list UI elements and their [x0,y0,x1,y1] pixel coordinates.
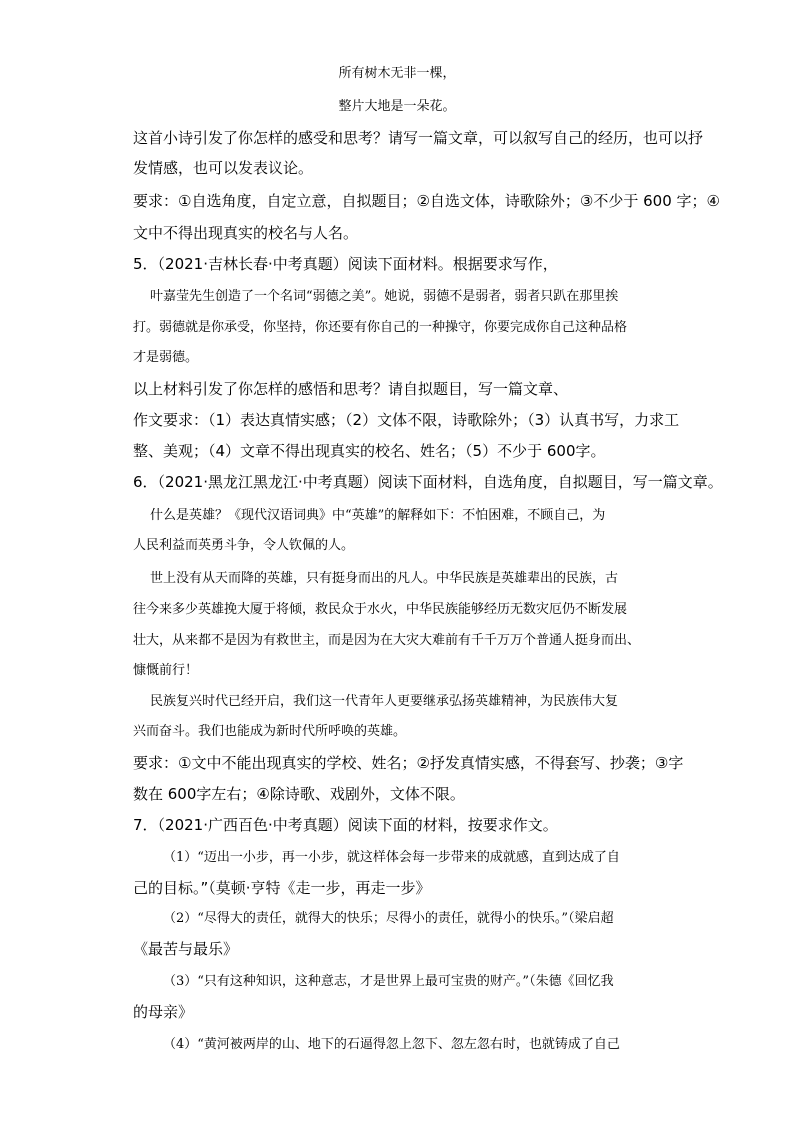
q7-item-1-line-2: 己的目标。”（莫顿·亨特《走一步，再走一步》 [133,879,431,897]
q7-item-1-line-1: （1）“迈出一小步，再一小步，就这样体会每一步带来的成就感，直到达成了自 [163,850,620,865]
q6-paragraph-2-line-2: 往今来多少英雄挽大厦于将倾，救民众于水火，中华民族能够经历无数灾厄仍不断发展 [133,602,628,617]
q6-requirement-line-1: 要求：①文中不能出现真实的学校、姓名；②抒发真情实感，不得套写、抄袭；③字 [133,754,684,772]
q7-item-3-line-2: 的母亲》 [133,1003,194,1021]
q6-paragraph-3-line-1: 民族复兴时代已经开启，我们这一代青年人更要继承弘扬英雄精神，为民族伟大复 [150,694,619,709]
poem-line-1: 所有树木无非一棵， [338,66,456,81]
q5-material-line-3: 才是弱德。 [133,350,199,365]
q4-text-line-1: 这首小诗引发了你怎样的感受和思考？请写一篇文章，可以叙写自己的经历，也可以抒 [133,129,704,147]
q5-prompt: 以上材料引发了你怎样的感悟和思考？请自拟题目，写一篇文章、 [133,380,569,398]
q7-item-2-line-1: （2）“尽得大的责任，就得大的快乐；尽得小的责任，就得小的快乐。”（梁启超 [163,911,614,926]
q4-requirement-line-2: 文中不得出现真实的校名与人名。 [133,224,359,242]
q6-paragraph-2-line-1: 世上没有从天而降的英雄，只有挺身而出的凡人。中华民族是英雄辈出的民族，古 [150,571,619,586]
q5-heading: 5．（2021·吉林长春·中考真题）阅读下面材料。根据要求写作， [133,255,558,273]
q6-paragraph-2-line-4: 慷慨前行！ [133,663,199,678]
q5-requirement-line-1: 作文要求：（1）表达真情实感；（2）文体不限，诗歌除外；（3）认真书写，力求工 [133,411,680,429]
q4-requirement-line-1: 要求：①自选角度，自定立意，自拟题目；②自选文体，诗歌除外；③不少于 600 字；④ [133,192,720,210]
q6-paragraph-2-line-3: 壮大，从来都不是因为有救世主，而是因为在大灾大难前有千千万万个普通人挺身而出、 [133,633,641,648]
q7-item-3-line-1: （3）“只有这种知识，这种意志，才是世界上最可宝贵的财产。”（朱德《回忆我 [163,974,614,989]
q6-paragraph-1-line-2: 人民利益而英勇斗争，令人钦佩的人。 [133,538,355,553]
q7-item-4-line-1: （4）“黄河被两岸的山、地下的石逼得忽上忽下、忽左忽右时，也就铸成了自己 [163,1037,620,1052]
q6-requirement-line-2: 数在 600字左右；④除诗歌、戏剧外，文体不限。 [133,785,465,803]
q5-material-line-2: 打。弱德就是你承受，你坚持，你还要有你自己的一种操守，你要完成你自己这种品格 [133,320,628,335]
q7-item-2-line-2: 《最苦与最乐》 [133,940,239,958]
q6-paragraph-1-line-1: 什么是英雄？《现代汉语词典》中“英雄”的解释如下：不怕困难，不顾自己，为 [150,508,606,523]
q6-heading: 6．（2021·黑龙江黑龙江·中考真题）阅读下面材料，自选角度，自拟题目，写一篇文章。 [133,473,723,491]
q6-paragraph-3-line-2: 兴而奋斗。我们也能成为新时代所呼唤的英雄。 [133,724,407,739]
q4-text-line-2: 发情感，也可以发表议论。 [133,159,314,177]
q5-requirement-line-2: 整、美观；（4）文章不得出现真实的校名、姓名；（5）不少于 600字。 [133,442,606,460]
q7-heading: 7．（2021·广西百色·中考真题）阅读下面的材料，按要求作文。 [133,816,558,834]
q5-material-line-1: 叶嘉莹先生创造了一个名词“弱德之美”。她说，弱德不是弱者，弱者只趴在那里挨 [150,289,619,304]
poem-line-2: 整片大地是一朵花。 [338,99,456,114]
